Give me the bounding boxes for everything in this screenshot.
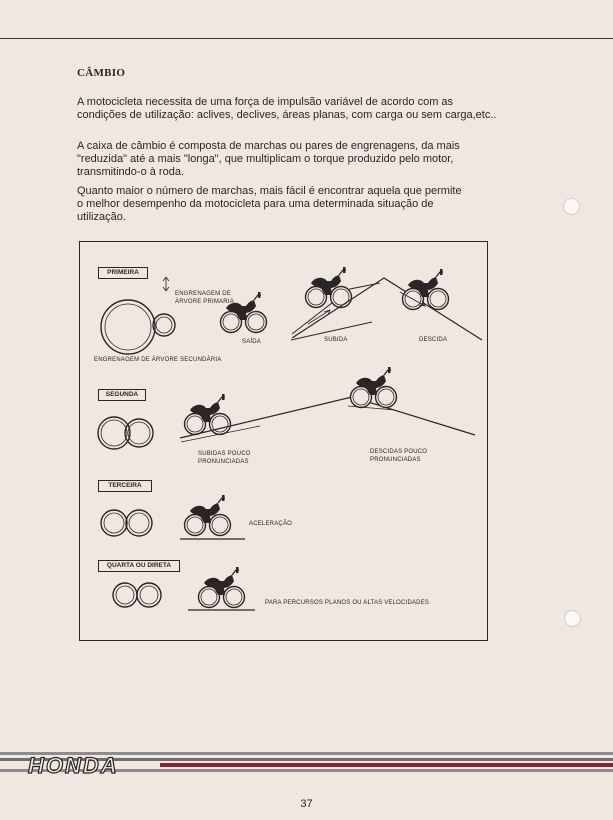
label-line: DESCIDAS POUCO xyxy=(370,449,428,455)
gear-diagram-frame xyxy=(79,241,488,641)
motorcycle-icon xyxy=(403,269,449,310)
large-gear xyxy=(101,300,155,354)
paragraph-line: condições de utilização: aclives, declives, áreas planas, com carga ou sem carga,etc.. xyxy=(77,109,497,121)
gear-label-fourth: QUARTA OU DIRETA xyxy=(98,560,180,572)
motorcycle-icon xyxy=(351,367,397,408)
footer-stripes xyxy=(0,752,613,776)
label-line: PRONUNCIADAS xyxy=(370,457,421,463)
gear-label-third: TERCEIRA xyxy=(98,480,152,492)
motorcycle-icon xyxy=(306,267,352,308)
gear-pair-third xyxy=(101,510,127,536)
top-rule xyxy=(0,38,613,39)
punch-hole-top xyxy=(563,198,580,215)
paragraph-3 xyxy=(77,185,517,224)
paragraph-1 xyxy=(77,96,517,122)
paragraph-line: A caixa de câmbio é composta de marchas ou pares de engrenagens, da mais xyxy=(77,140,460,152)
honda-logo: HONDA xyxy=(28,753,119,776)
label-line: ÁRVORE PRIMARIA xyxy=(175,299,234,305)
page-number: 37 xyxy=(300,798,313,810)
gear-label-first: PRIMEIRA xyxy=(98,267,148,279)
label-flat-high-speed: PARA PERCURSOS PLANOS OU ALTAS VELOCIDADES xyxy=(265,600,430,606)
label-line: PRONUNCIADAS xyxy=(198,459,249,465)
paragraph-2 xyxy=(77,140,517,179)
motorcycle-icon xyxy=(185,495,231,536)
paragraph-line: o melhor desempenho da motocicleta para uma determinada situação de xyxy=(77,198,434,210)
label-descent: DESCIDA xyxy=(419,337,448,343)
label-gentle-descents xyxy=(370,448,427,464)
gear-diagram-art xyxy=(80,242,487,640)
motorcycle-icon xyxy=(185,394,231,435)
label-start: SAÍDA xyxy=(242,339,262,345)
gear-label-second: SEGUNDA xyxy=(98,389,146,401)
label-secondary-shaft: ENGRENAGEM DE ÁRVORE SECUNDÁRIA xyxy=(94,357,222,363)
motorcycle-icon xyxy=(199,567,245,608)
label-gentle-climbs xyxy=(198,450,251,466)
punch-hole-bottom xyxy=(564,610,581,627)
label-line: SUBIDAS POUCO xyxy=(198,451,251,457)
paragraph-line: Quanto maior o número de marchas, mais fácil é encontrar aquela que permite xyxy=(77,185,462,197)
paragraph-line: transmitindo-o à roda. xyxy=(77,166,184,178)
paragraph-line: "reduzida" até a mais "longa", que multiplicam o torque produzido pelo motor, xyxy=(77,153,454,165)
paragraph-line: A motocicleta necessita de uma força de impulsão variável de acordo com as xyxy=(77,96,454,108)
paragraph-line: utilização. xyxy=(77,211,126,223)
label-acceleration: ACELERAÇÃO xyxy=(249,521,293,527)
gear-pair-fourth xyxy=(113,583,137,607)
label-line: ENGRENAGEM DE xyxy=(175,291,231,297)
section-title: CÂMBIO xyxy=(77,67,126,79)
label-primary-shaft xyxy=(175,290,234,306)
label-climb: SUBIDA xyxy=(324,337,348,343)
